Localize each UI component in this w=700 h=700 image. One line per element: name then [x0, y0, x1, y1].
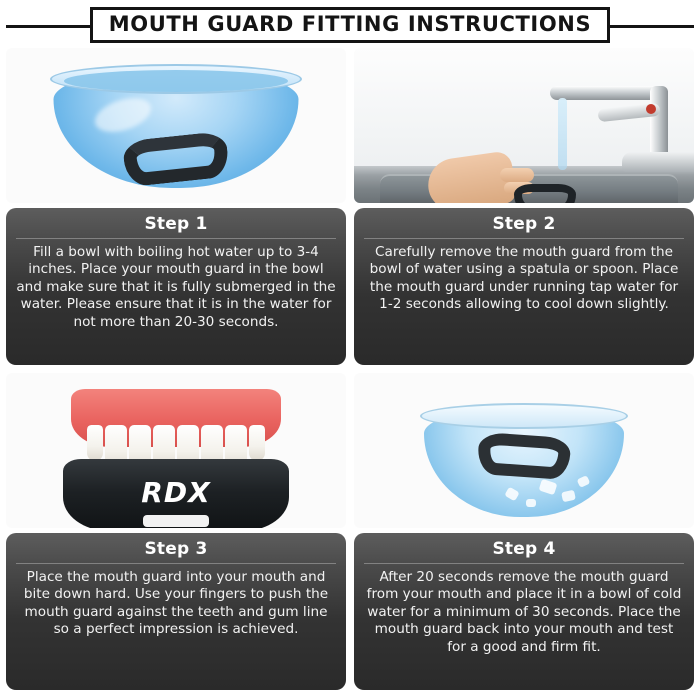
tooth-icon [249, 425, 265, 461]
step-1-label: Step 1 [144, 214, 208, 234]
mouth-guard-icon [477, 432, 572, 480]
guard-breathing-slot [143, 515, 209, 527]
water-stream-icon [558, 98, 567, 170]
step-2-panel [354, 208, 694, 365]
mouth-guard-icon [63, 459, 289, 528]
faucet-neck-icon [650, 86, 668, 160]
scene-tap-water [354, 48, 694, 203]
step-3-text: Place the mouth guard into your mouth and bite down hard. Use your fingers to push the mouth guard against the teeth and gum line so a perfect impression is achieved. [23, 569, 329, 638]
ice-cube-icon [526, 499, 536, 507]
header-rule-left [6, 25, 98, 28]
title-box [90, 7, 610, 43]
step-card-2 [354, 48, 694, 365]
step-1-image [6, 48, 346, 203]
scene-bowl-boiling [6, 48, 346, 203]
page-title: MOUTH GUARD FITTING INSTRUCTIONS [108, 12, 592, 36]
step-3-panel [6, 533, 346, 690]
step-2-label: Step 2 [492, 214, 556, 234]
finger-icon [500, 168, 534, 182]
step-4-panel [354, 533, 694, 690]
scene-bowl-ice-water [354, 373, 694, 528]
header-rule-right [602, 25, 694, 28]
step-3-label: Step 3 [144, 539, 208, 559]
bowl-rim [420, 403, 628, 429]
step-4-label: Step 4 [492, 539, 556, 559]
step-1-panel [6, 208, 346, 365]
steps-grid [0, 46, 700, 696]
step-2-text: Carefully remove the mouth guard from the bowl of water using a spatula or spoon. Place the mouth guard under running tap water for 1-2 seconds allowing to cool down slightly. [369, 244, 679, 313]
bowl-inner-surface [64, 70, 288, 92]
panel-divider [16, 238, 336, 239]
faucet-hot-indicator-icon [646, 104, 656, 114]
faucet-base-icon [622, 152, 694, 172]
step-card-3 [6, 373, 346, 690]
step-4-text: After 20 seconds remove the mouth guard from your mouth and place it in a bowl of cold water for a minimum of 30 seconds. Place the mouth guard back into your mouth and test for a good and firm fit. [366, 569, 682, 655]
step-3-image [6, 373, 346, 528]
brand-logo: RDX [141, 475, 211, 509]
step-card-4 [354, 373, 694, 690]
tooth-icon [87, 425, 103, 461]
step-1-text: Fill a bowl with boiling hot water up to 3-4 inches. Place your mouth guard in the bowl and make sure that it is fully submerged in the water. Please ensure that it is in the water for not more than 20-30 seconds. [16, 244, 336, 330]
panel-divider [364, 238, 684, 239]
panel-divider [16, 563, 336, 564]
poster-header [0, 4, 700, 46]
step-4-image [354, 373, 694, 528]
panel-divider [364, 563, 684, 564]
step-card-1 [6, 48, 346, 365]
scene-teeth-model [6, 373, 346, 528]
mouth-guard-icon [514, 184, 576, 203]
step-2-image [354, 48, 694, 203]
